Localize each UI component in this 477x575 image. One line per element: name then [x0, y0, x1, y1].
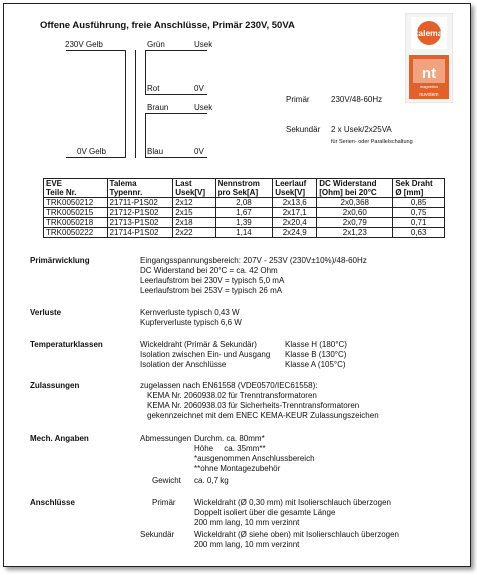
abmessungen-label: Abmessungen — [140, 434, 192, 443]
temp-row-1-value: Klasse H (180°C) — [285, 340, 347, 349]
cell-nennstrom: 1,39 — [215, 218, 273, 228]
cell-dc: 2x1,23 — [317, 228, 393, 238]
cell-draht: 0,71 — [393, 218, 445, 228]
primaer-value: 230V/48-60Hz — [331, 95, 383, 104]
secondary-coil-1 — [145, 50, 146, 94]
sec-value-2: 0V — [194, 84, 204, 93]
primaer-line-4: Leerlaufstrom bei 253V = typisch 26 mA — [140, 286, 283, 295]
cell-nennstrom: 1,67 — [215, 208, 273, 218]
ansch-primaer-line-2: Doppelt isoliert über die gesamte Länge — [194, 508, 336, 517]
svg-text:nt: nt — [421, 65, 437, 82]
datasheet-frame — [3, 3, 471, 567]
cell-talema: 21711-P1S02 — [107, 198, 173, 208]
cell-draht: 0,85 — [393, 198, 445, 208]
verluste-line-2: Kupferverluste typisch 6,6 W — [140, 318, 242, 327]
header-talema: Talema Typennr. — [107, 179, 173, 198]
sec-color-3: Braun — [147, 103, 169, 112]
cell-talema: 21713-P1S02 — [107, 218, 173, 228]
primaer-line-3: Leerlaufstrom bei 230V = typisch 5,0 mA — [140, 276, 285, 285]
primary-bottom-label: 0V Gelb — [77, 147, 106, 156]
table-row — [44, 198, 445, 208]
sec-wire-4 — [145, 157, 207, 158]
sekundaer-note: für Serien- oder Parallelschaltung — [331, 139, 413, 145]
sec-wire-2 — [145, 94, 207, 95]
ansch-sekundaer-label: Sekundär — [140, 530, 175, 539]
primaer-line-1: Eingangsspannungsbereich: 207V - 253V (230V±10%)/48-60Hz — [140, 256, 367, 265]
sec-color-1: Grün — [147, 40, 165, 49]
abm-line-3: *ausgenommen Anschlussbereich — [194, 454, 315, 463]
mech-heading: Mech. Angaben — [30, 434, 89, 443]
ansch-sekundaer-line-1: Wickeldraht (Ø siehe oben) mit Isolierschlauch überzogen — [194, 530, 399, 539]
verluste-line-1: Kernverluste typisch 0,43 W — [140, 308, 240, 317]
sec-wire-1 — [145, 50, 207, 51]
primaerwicklung-heading: Primärwicklung — [30, 256, 90, 265]
temp-row-2-label: Isolation zwischen Ein- und Ausgang — [140, 350, 271, 359]
ansch-primaer-line-3: 200 mm lang, 10 mm verzinnt — [194, 518, 300, 527]
cell-last: 2x15 — [173, 208, 215, 218]
temperatur-heading: Temperaturklassen — [30, 340, 103, 349]
temp-row-3-label: Isolation der Anschlüsse — [140, 360, 227, 369]
zulassungen-line-3: KEMA Nr. 2060938.03 für Sicherheits-Trenntransformatoren — [147, 401, 360, 410]
sec-value-4: 0V — [194, 147, 204, 156]
primaer-label: Primär — [286, 95, 310, 104]
abm-line-1: Durchm. ca. 80mm* — [194, 434, 265, 443]
cell-leerlauf: 2x24,9 — [273, 228, 317, 238]
cell-eve: TRK0050212 — [44, 198, 108, 208]
primary-bottom-wire — [66, 157, 126, 158]
secondary-coil-2 — [145, 113, 146, 158]
header-dc-widerstand: DC Widerstand [Ohm] bei 20°C — [317, 179, 393, 198]
cell-talema: 21712-P1S02 — [107, 208, 173, 218]
header-sek-draht: Sek Draht Ø [mm] — [393, 179, 445, 198]
zulassungen-line-1: zugelassen nach EN61558 (VDE0570/IEC61558): — [140, 381, 318, 390]
sekundaer-label: Sekundär — [286, 125, 321, 134]
cell-draht: 0,75 — [393, 208, 445, 218]
temp-row-1-label: Wickeldraht (Primär & Sekundär) — [140, 340, 257, 349]
abm-line-2: Höhe ca. 35mm** — [194, 444, 266, 453]
svg-text:nuvotem: nuvotem — [419, 92, 439, 98]
talema-logo — [405, 13, 453, 103]
verluste-heading: Verluste — [30, 308, 62, 317]
svg-text:magnetics: magnetics — [419, 84, 439, 89]
page-title: Offene Ausführung, freie Anschlüsse, Primär 230V, 50VA — [40, 20, 295, 31]
cell-last: 2x12 — [173, 198, 215, 208]
cell-eve: TRK0050215 — [44, 208, 108, 218]
cell-nennstrom: 1,14 — [215, 228, 273, 238]
header-leerlauf: Leerlauf Usek[V] — [273, 179, 317, 198]
temp-row-2-value: Klasse B (130°C) — [285, 350, 347, 359]
cell-eve: TRK0050218 — [44, 218, 108, 228]
cell-last: 2x18 — [173, 218, 215, 228]
sec-color-4: Blau — [147, 147, 164, 156]
cell-draht: 0,63 — [393, 228, 445, 238]
table-row — [44, 208, 445, 218]
table-header-row — [44, 179, 445, 198]
zulassungen-heading: Zulassungen — [30, 381, 80, 390]
anschluesse-heading: Anschlüsse — [30, 498, 75, 507]
ansch-sekundaer-line-2: 200 mm lang, 10 mm verzinnt — [194, 540, 300, 549]
cell-leerlauf: 2x13,6 — [273, 198, 317, 208]
primary-coil — [125, 50, 126, 158]
cell-dc: 2x0,368 — [317, 198, 393, 208]
cell-talema: 21714-P1S02 — [107, 228, 173, 238]
gewicht-label: Gewicht — [152, 476, 181, 485]
core-line — [135, 50, 136, 158]
cell-dc: 2x0,79 — [317, 218, 393, 228]
table-row — [44, 228, 445, 238]
primary-top-label: 230V Gelb — [65, 40, 103, 49]
sec-color-2: Rot — [147, 84, 160, 93]
models-table — [43, 178, 445, 238]
primary-top-wire — [66, 50, 126, 51]
cell-nennstrom: 2,08 — [215, 198, 273, 208]
zulassungen-line-4: gekennzeichnet mit dem ENEC KEMA-KEUR Zulassungszeichen — [147, 411, 379, 420]
cell-leerlauf: 2x20,4 — [273, 218, 317, 228]
cell-dc: 2x0,60 — [317, 208, 393, 218]
cell-leerlauf: 2x17,1 — [273, 208, 317, 218]
cell-eve: TRK0050222 — [44, 228, 108, 238]
sec-wire-3 — [145, 113, 207, 114]
temp-row-3-value: Klasse A (105°C) — [285, 360, 346, 369]
primaer-line-2: DC Widerstand bei 20°C = ca. 42 Ohm — [140, 266, 278, 275]
sekundaer-value: 2 x Usek/2x25VA — [331, 125, 392, 134]
abm-line-4: **ohne Montagezubehör — [194, 464, 281, 473]
zulassungen-line-2: KEMA Nr. 2060938.02 für Trenntransformatoren — [147, 391, 317, 400]
header-nennstrom: Nennstrom pro Sek[A] — [215, 179, 273, 198]
ansch-primaer-label: Primär — [152, 498, 176, 507]
sec-value-3: Usek — [194, 103, 213, 112]
svg-text:talema: talema — [415, 28, 443, 38]
gewicht-value: ca. 0,7 kg — [194, 476, 229, 485]
table-row — [44, 218, 445, 228]
ansch-primaer-line-1: Wickeldraht (Ø 0,30 mm) mit Isolierschlauch überzogen — [194, 498, 391, 507]
header-last: Last Usek[V] — [173, 179, 215, 198]
sec-value-1: Usek — [194, 40, 213, 49]
cell-last: 2x22 — [173, 228, 215, 238]
header-eve: EVE Teile Nr. — [44, 179, 108, 198]
